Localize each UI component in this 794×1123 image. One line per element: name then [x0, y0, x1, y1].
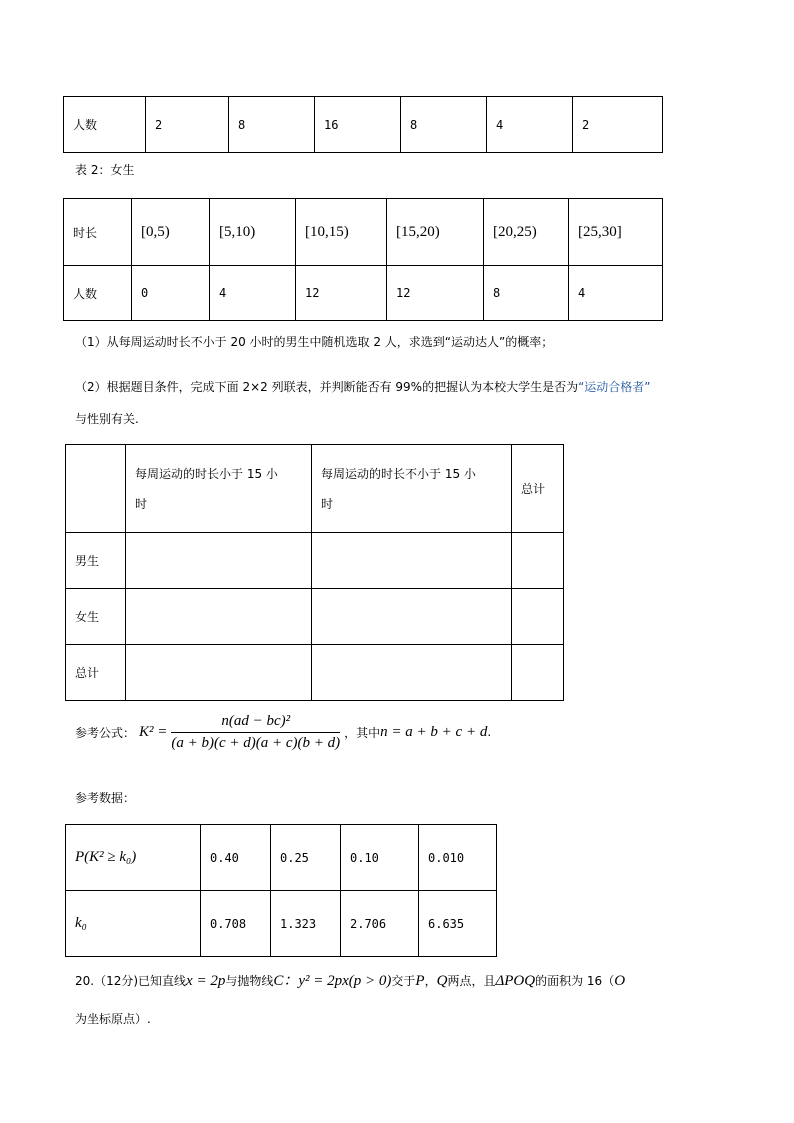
ref-p-cell: 0.25	[271, 825, 341, 891]
table1-cell: 2	[146, 97, 229, 153]
q20-point-p: P	[415, 973, 425, 989]
q20-text: 与抛物线	[225, 974, 274, 988]
contingency-row-label: 总计	[66, 645, 126, 701]
q20-line-eq: x = 2p	[186, 973, 226, 989]
table2-caption: 表 2：女生	[75, 163, 135, 177]
table1-cell: 8	[401, 97, 487, 153]
ref-k-cell: 2.706	[341, 891, 419, 957]
question-20-line2: 为坐标原点）.	[75, 1012, 151, 1026]
table2-interval: [15,20)	[387, 199, 484, 266]
table2-cell: 12	[296, 266, 387, 321]
col1-line2: 时	[135, 496, 148, 511]
contingency-row-label: 男生	[66, 533, 126, 589]
question-2-line1	[75, 378, 651, 395]
q20-parabola-eq: C：y² = 2px(p > 0)	[273, 973, 392, 989]
contingency-cell	[312, 645, 512, 701]
q20-point-q: Q	[436, 973, 448, 989]
q20-origin: O	[614, 973, 626, 989]
table1-male-counts	[63, 96, 663, 153]
contingency-cell	[312, 533, 512, 589]
question-20-line1	[75, 969, 625, 990]
contingency-header-col3: 总计	[512, 445, 564, 533]
table2-header-label: 时长	[64, 199, 132, 266]
contingency-table	[65, 444, 564, 701]
ref-p-cell: 0.40	[201, 825, 271, 891]
q20-triangle: ΔPOQ	[495, 973, 536, 989]
ref-data-table	[65, 824, 497, 957]
contingency-header-col1	[126, 445, 312, 533]
ref-data-label: 参考数据：	[75, 791, 136, 805]
col2-line2: 时	[321, 496, 334, 511]
table2-cell: 0	[132, 266, 210, 321]
table2-interval: [25,30]	[569, 199, 663, 266]
ref-p-cell: 0.10	[341, 825, 419, 891]
q20-text: 交于	[391, 974, 416, 988]
table2-interval: [10,15)	[296, 199, 387, 266]
ref-k-cell: 1.323	[271, 891, 341, 957]
question-2-highlight: “运动合格者”	[578, 380, 651, 394]
reference-formula	[75, 710, 491, 754]
formula-numerator: n(ad − bc)²	[171, 713, 340, 733]
contingency-cell	[312, 589, 512, 645]
table2-row-label: 人数	[64, 266, 132, 321]
contingency-cell	[126, 533, 312, 589]
table2-cell: 4	[210, 266, 296, 321]
question-2-text: （2）根据题目条件，完成下面 2×2 列联表，并判断能否有 99%的把握认为本校大学生是否为	[75, 380, 579, 394]
table2-interval: [5,10)	[210, 199, 296, 266]
table1-row-label: 人数	[64, 97, 146, 153]
col1-line1: 每周运动的时长小于 15 小	[135, 466, 278, 481]
contingency-cell	[512, 589, 564, 645]
col2-line1: 每周运动的时长不小于 15 小	[321, 466, 476, 481]
contingency-row-label: 女生	[66, 589, 126, 645]
table2-interval: [20,25)	[484, 199, 569, 266]
q20-text: 两点，且	[447, 974, 496, 988]
contingency-cell	[126, 645, 312, 701]
formula-end: .	[487, 725, 492, 739]
contingency-cell	[512, 533, 564, 589]
formula-n-expr: n = a + b + c + d	[380, 723, 488, 740]
question-1: （1）从每周运动时长不小于 20 小时的男生中随机选取 2 人，求选到“运动达人”的概率；	[75, 335, 554, 349]
formula-denominator: (a + b)(c + d)(a + c)(b + d)	[171, 734, 341, 751]
contingency-cell	[126, 589, 312, 645]
contingency-header-col2	[312, 445, 512, 533]
ref-k-cell: 0.708	[201, 891, 271, 957]
table1-cell: 4	[487, 97, 573, 153]
formula-fraction	[171, 713, 340, 752]
table2-cell: 4	[569, 266, 663, 321]
table2-cell: 12	[387, 266, 484, 321]
table1-cell: 16	[315, 97, 401, 153]
question-2-line2: 与性别有关.	[75, 412, 139, 426]
contingency-cell	[512, 645, 564, 701]
table2-female	[63, 198, 663, 321]
ref-p-cell: 0.010	[419, 825, 497, 891]
table2-cell: 8	[484, 266, 569, 321]
contingency-corner	[66, 445, 126, 533]
table1-cell: 2	[573, 97, 663, 153]
ref-k-cell: 6.635	[419, 891, 497, 957]
formula-where: ，其中	[344, 725, 381, 740]
q20-text: 20.（12分)已知直线	[75, 974, 187, 988]
ref-row2-label: k₀	[66, 891, 201, 957]
formula-lhs: K² =	[139, 723, 168, 740]
table2-interval: [0,5)	[132, 199, 210, 266]
formula-label: 参考公式：	[75, 725, 136, 740]
q20-text: 的面积为 16（	[535, 974, 615, 988]
table1-cell: 8	[229, 97, 315, 153]
q20-text: ，	[424, 974, 437, 988]
ref-row1-label: P(K² ≥ k₀)	[66, 825, 201, 891]
